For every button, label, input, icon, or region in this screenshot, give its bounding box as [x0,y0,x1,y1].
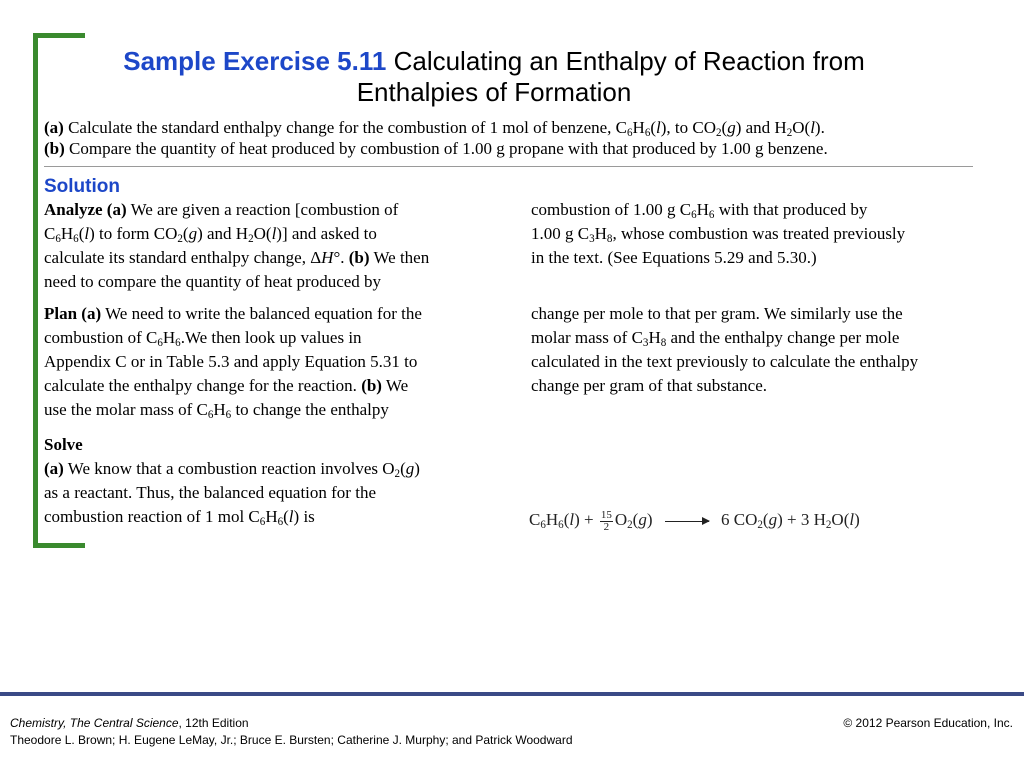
analyze-line: need to compare the quantity of heat produced by [44,272,382,291]
analyze-line: Analyze (a) We are given a reaction [combustion of [44,200,399,219]
solve-line: (a) We know that a combustion reaction involves $O_2(g)$ [44,459,420,480]
analyze-label: Analyze (a) [44,200,127,219]
plan-left-column [44,302,514,422]
solution-heading: Solution [44,176,120,197]
copyright-notice: © 2012 Pearson Education, Inc. [843,716,1013,730]
book-title: Chemistry, The Central Science [10,716,179,730]
solve-line: combustion reaction of 1 mol $C_6H_6(l)$ is [44,507,315,528]
plan-line: use the molar mass of $C_6H_6$ to change the enthalpy [44,400,389,421]
equation-coefficient: $\frac{15}{2}$ [600,508,612,533]
solve-line: as a reactant. Thus, the balanced equation for the [44,483,376,502]
question-a-text: Calculate the standard enthalpy change for the combustion of 1 mol of benzene, $C_6H_6(l)$, to $CO_2(g)$ and $H_2O(l)$. [68,118,825,139]
question-a [44,117,984,138]
question-b-text: Compare the quantity of heat produced by combustion of 1.00 g propane with that produced by 1.00 g benzene. [69,139,828,158]
plan-label: Plan (a) [44,304,102,323]
title-text-line2: Enthalpies of Formation [356,77,632,107]
analyze-left-column [44,198,514,294]
plan-line: change per mole to that per gram. We similarly use the [531,304,903,323]
analyze-line: $C_6H_6(l)$ to form $CO_2(g)$ and $H_2O(l)$] and asked to [44,224,377,245]
footer-rule [0,692,1024,696]
plan-line: molar mass of $C_3H_8$ and the enthalpy change per mole [531,328,900,349]
equation-product-co2: 6 $CO_2(g)$ [721,510,783,531]
equation-reactant-oxygen: $O_2(g)$ [614,510,653,531]
book-authors: Theodore L. Brown; H. Eugene LeMay, Jr.; Bruce E. Bursten; Catherine J. Murphy; and Patrick Woodward [10,733,573,747]
bracket-top-bar [33,33,85,38]
title-text-line1: Calculating an Enthalpy of Reaction from [393,46,865,76]
analyze-line: in the text. (See Equations 5.29 and 5.30.) [531,248,817,267]
equation-product-water: 3 $H_2O(l)$ [800,510,860,531]
footer-citation [10,715,573,749]
plan-line: combustion of $C_6H_6.We$ then look up values in [44,328,362,349]
plan-line: Appendix C or in Table 5.3 and apply Equation 5.31 to [44,352,418,371]
analyze-line: 1.00 g $C_3H_8$, whose combustion was treated previously [531,224,906,245]
plan-line: Plan (a) We need to write the balanced equation for the [44,304,422,323]
analyze-right-column [531,198,991,270]
solve-heading: Solve [44,435,83,454]
exercise-label: Sample Exercise 5.11 [123,46,387,76]
plan-line: calculated in the text previously to calculate the enthalpy [531,352,919,371]
solve-a-label: (a) [44,459,64,478]
book-edition: , 12th Edition [178,716,249,730]
question-b [44,138,984,159]
equation-reactant-benzene: $C_6H_6(l)$ [529,510,580,531]
slide-title [44,46,944,108]
equation-plus: + [584,510,594,529]
equation-plus: + [787,510,797,529]
analyze-line: combustion of 1.00 g $C_6H_6$ with that produced by [531,200,868,221]
question-b-label: (b) [44,139,65,158]
plan-line: change per gram of that substance. [531,376,768,395]
bracket-vertical-bar [33,33,38,548]
plan-right-column [531,302,991,398]
plan-line: calculate the enthalpy change for the reaction. (b) We [44,376,409,395]
solve-column [44,433,514,529]
analyze-line: calculate its standard enthalpy change, ΔH°. (b) We then [44,248,430,267]
balanced-equation [529,508,860,533]
divider-line [44,166,973,167]
question-a-label: (a) [44,118,64,137]
bracket-bottom-bar [33,543,85,548]
question-block [44,117,984,159]
reaction-arrow-icon [665,521,709,522]
